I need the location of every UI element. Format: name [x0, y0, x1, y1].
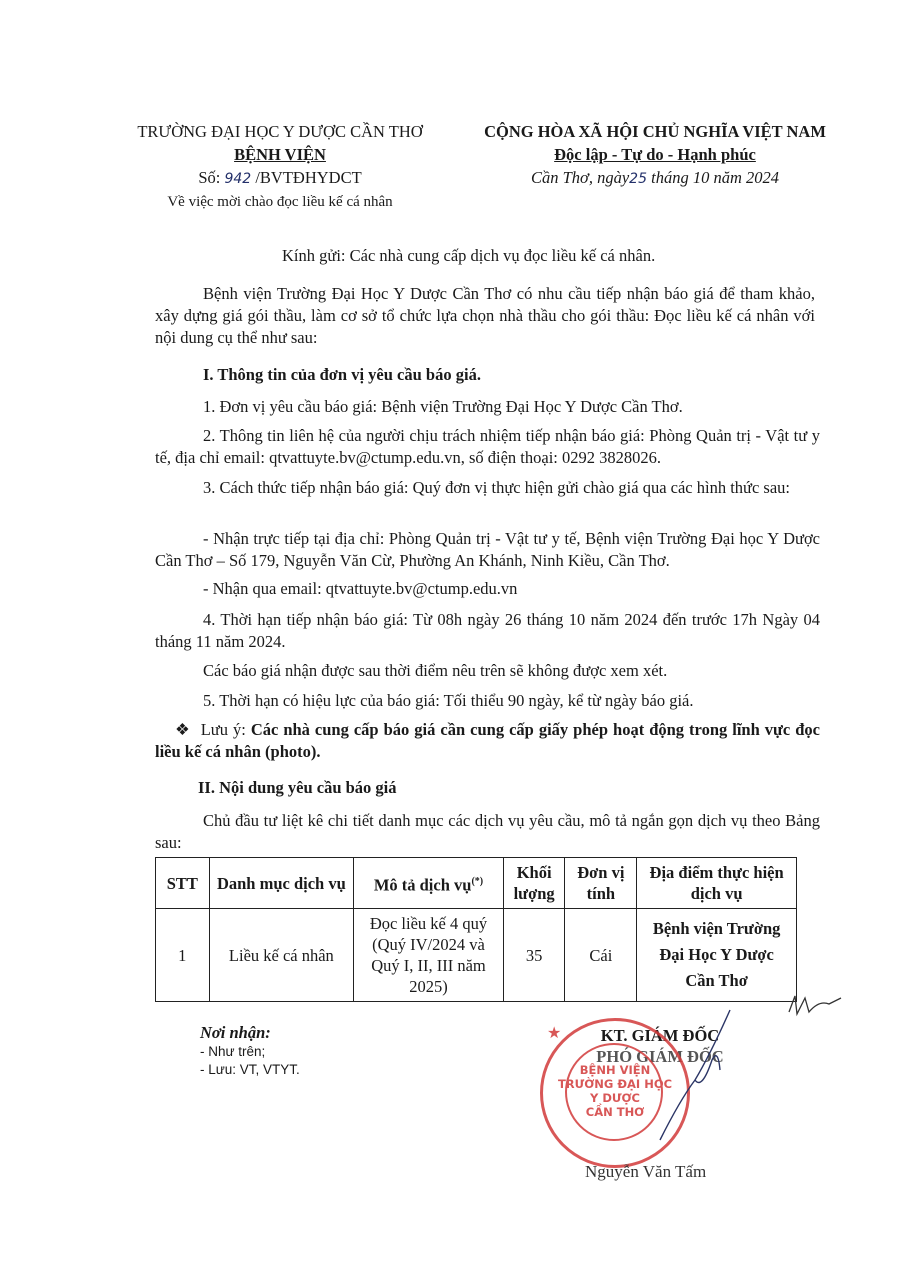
initial-scribble [785, 990, 845, 1020]
national-motto: Độc lập - Tự do - Hạnh phúc [554, 145, 756, 164]
date-prefix: Cần Thơ, ngày [530, 168, 630, 187]
section-1-item-3: 3. Cách thức tiếp nhận báo giá: Quý đơn vị thực hiện gửi chào giá qua các hình thức sau: [203, 478, 791, 497]
issuer-unit: BỆNH VIỆN [234, 145, 326, 164]
seal-line-3: Y DƯỢC [590, 1091, 640, 1105]
section-1-item-3b: - Nhận qua email: qtvattuyte.bv@ctump.edu.vn [203, 579, 518, 598]
table-header-description-label: Mô tả dịch vụ [373, 875, 472, 895]
section-1-item-2: 2. Thông tin liên hệ của người chịu trách nhiệm tiếp nhận báo giá: Phòng Quản trị - Vật tư y tế, địa chỉ email: qtvattuyte.bv@ctump.edu.vn, số điện thoại: 0292 3828026. [155, 426, 820, 467]
note-label: Lưu ý: [200, 720, 246, 739]
section-2-intro: Chủ đầu tư liệt kê chi tiết danh mục các dịch vụ yêu cầu, mô tả ngắn gọn dịch vụ theo Bảng sau: [155, 811, 820, 852]
seal-star-icon: ★ [547, 1025, 562, 1042]
table-row [156, 909, 797, 1002]
cell-unit: Cái [565, 909, 637, 1002]
national-heading [460, 120, 850, 191]
signature-position-1: KT. GIÁM ĐỐC [600, 1026, 720, 1045]
section-1-note [155, 719, 820, 763]
document-number [120, 166, 440, 191]
cell-category: Liều kế cá nhân [209, 909, 354, 1002]
document-number-handwritten: 942 [224, 171, 252, 187]
section-1-title: I. Thông tin của đơn vị yêu cầu báo giá. [203, 365, 481, 384]
note-text: Các nhà cung cấp báo giá cần cung cấp giấy phép hoạt động trong lĩnh vực đọc liều kế cá nhân (photo). [155, 720, 821, 761]
recipients-line-1: - Như trên; [200, 1044, 266, 1059]
cell-description: Đọc liều kế 4 quý (Quý IV/2024 và Quý I, II, III năm 2025) [354, 909, 504, 1002]
signature-position-2: PHÓ GIÁM ĐỐC [596, 1047, 724, 1066]
document-date [460, 166, 850, 191]
recipients-title: Nơi nhận: [200, 1023, 271, 1042]
table-header-location: Địa điểm thực hiện dịch vụ [637, 858, 797, 909]
seal-line-2: TRƯỜNG ĐẠI HỌC [557, 1077, 673, 1091]
signer-name: Nguyễn Văn Tấm [585, 1162, 707, 1181]
seal-line-4: CẦN THƠ [585, 1105, 645, 1119]
issuer-org: TRƯỜNG ĐẠI HỌC Y DƯỢC CẦN THƠ [137, 122, 423, 141]
document-subject: Về việc mời chào đọc liều kế cá nhân [167, 194, 393, 210]
greeting: Kính gửi: Các nhà cung cấp dịch vụ đọc liều kế cá nhân. [282, 246, 656, 265]
section-1-item-1: 1. Đơn vị yêu cầu báo giá: Bệnh viện Trường Đại Học Y Dược Cần Thơ. [203, 397, 683, 416]
cell-quantity: 35 [503, 909, 565, 1002]
table-header-description-sup: (*) [471, 875, 484, 887]
cell-location: Bệnh viện Trường Đại Học Y Dược Cần Thơ [637, 909, 797, 1002]
intro-paragraph: Bệnh viện Trường Đại Học Y Dược Cần Thơ có nhu cầu tiếp nhận báo giá để tham khảo, xây dựng giá gói thầu, làm cơ sở tổ chức lựa chọn nhà thầu cho gói thầu: Đọc liều kế cá nhân với nội dung cụ thể như sau: [155, 284, 815, 347]
date-day-handwritten: 25 [629, 171, 647, 187]
table-header-quantity: Khối lượng [503, 858, 565, 909]
table-header-description [354, 858, 504, 909]
recipients-block [200, 1022, 300, 1079]
table-header-category: Danh mục dịch vụ [209, 858, 354, 909]
country-name: CỘNG HÒA XÃ HỘI CHỦ NGHĨA VIỆT NAM [484, 122, 826, 141]
date-suffix: tháng 10 năm 2024 [651, 168, 779, 187]
section-1-item-4: 4. Thời hạn tiếp nhận báo giá: Từ 08h ngày 26 tháng 10 năm 2024 đến trước 17h Ngày 04 tháng 11 năm 2024. [155, 610, 820, 651]
cell-stt: 1 [156, 909, 210, 1002]
table-header-unit: Đơn vị tính [565, 858, 637, 909]
signature-scribble [640, 1000, 750, 1150]
recipients-line-2: - Lưu: VT, VTYT. [200, 1062, 300, 1077]
table-header-row [156, 858, 797, 909]
section-1-item-3a: - Nhận trực tiếp tại địa chỉ: Phòng Quản trị - Vật tư y tế, Bệnh viện Trường Đại học Y Dược Cần Thơ – Số 179, Nguyễn Văn Cừ, Phường An Khánh, Ninh Kiều, Cần Thơ. [155, 529, 820, 570]
diamond-bullet-icon: ❖ [175, 720, 191, 739]
seal-line-1: BỆNH VIỆN [579, 1063, 651, 1077]
service-table [155, 857, 797, 1002]
issuer-block [120, 120, 440, 214]
document-number-label: Số: [198, 168, 221, 187]
table-header-stt: STT [156, 858, 210, 909]
document-number-code: /BVTĐHYDCT [255, 168, 362, 187]
section-1-item-5: 5. Thời hạn có hiệu lực của báo giá: Tối thiểu 90 ngày, kể từ ngày báo giá. [203, 691, 694, 710]
section-2-title: II. Nội dung yêu cầu báo giá [198, 778, 397, 797]
section-1-item-4-note: Các báo giá nhận được sau thời điểm nêu trên sẽ không được xem xét. [203, 661, 668, 680]
